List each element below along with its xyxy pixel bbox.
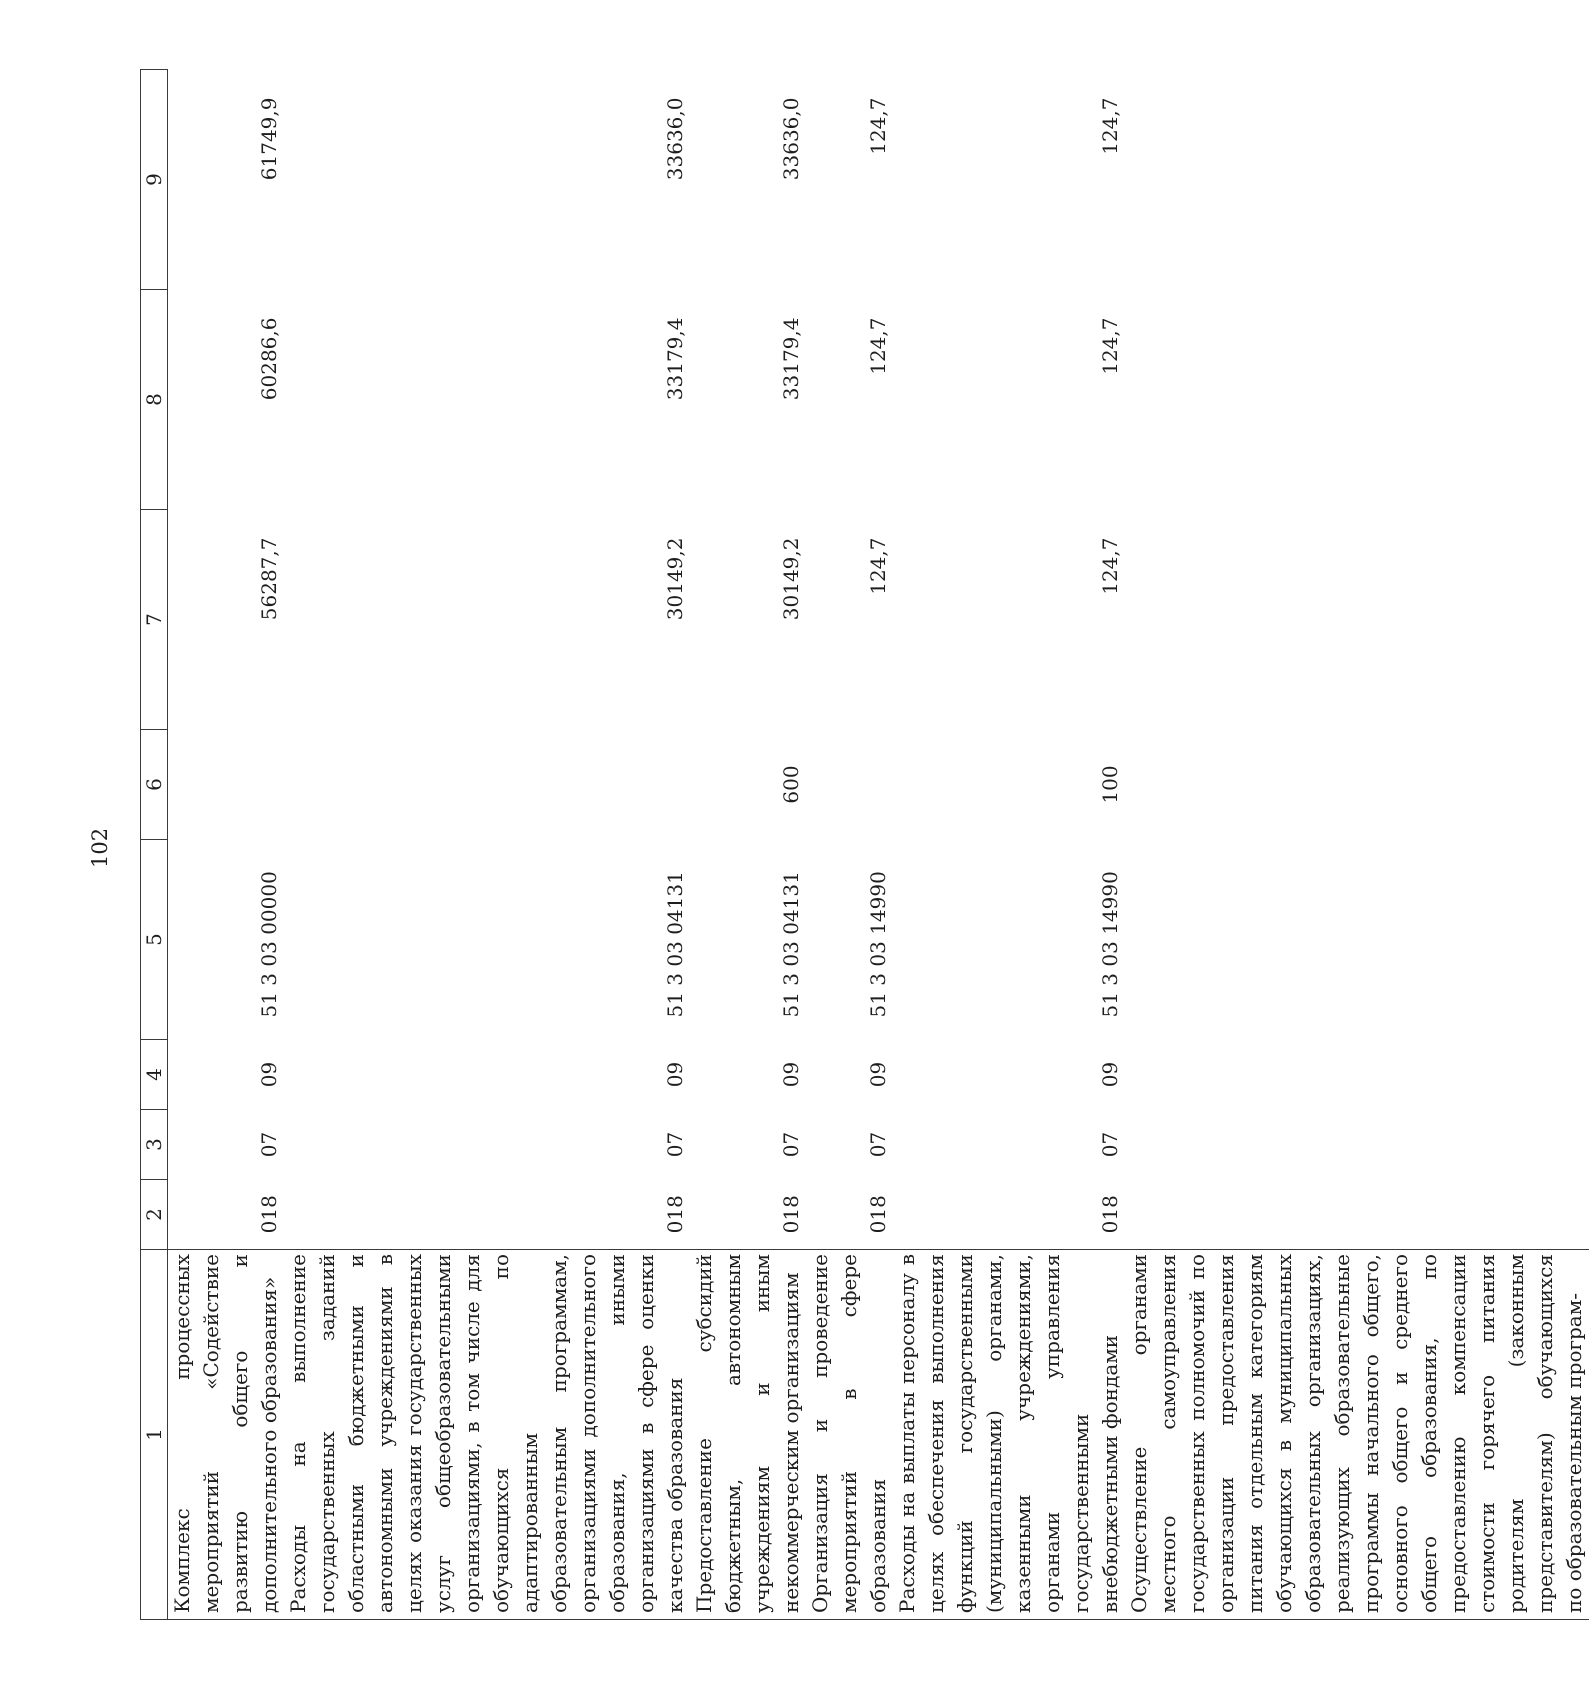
expense-type-code: [284, 730, 690, 840]
header-cell-6: 6: [141, 730, 168, 840]
section-code: [1125, 1110, 1589, 1180]
target-article-code: 51 3 03 14990: [866, 871, 890, 1018]
expense-type-code: [168, 730, 285, 840]
amount-year-2: [1125, 290, 1589, 510]
grbs-code: [1125, 1180, 1589, 1250]
header-cell-2: 2: [141, 1180, 168, 1250]
amount-year-2: 33179,4: [779, 317, 803, 401]
row-description: Комплекс процессных мероприятий «Содействие развитию общего и дополнительного образования»: [168, 1250, 285, 1620]
amount-year-2: 60286,6: [257, 317, 281, 401]
page-number: 102: [88, 827, 112, 868]
row-description: Организация и проведение мероприятий в сфере образования: [806, 1250, 893, 1620]
section-code: 07: [866, 1131, 890, 1158]
row-description: Расходы на выплаты персоналу в целях обеспечения выполнения функций государственными (муниципальными) органами, казенными учреждениями, органами управления государственными внебюджетными фондами: [893, 1250, 1125, 1620]
amount-year-3: 33636,0: [779, 97, 803, 181]
header-cell-5: 5: [141, 840, 168, 1040]
grbs-code: 018: [779, 1195, 803, 1234]
subsection-code: 09: [779, 1061, 803, 1088]
target-article-code: 51 3 03 00000: [257, 871, 281, 1018]
header-cell-8: 8: [141, 290, 168, 510]
target-article-code: [1125, 840, 1589, 1040]
amount-year-1: 30149,2: [663, 537, 687, 621]
amount-year-1: [1125, 510, 1589, 730]
amount-year-1: 124,7: [866, 537, 890, 595]
amount-year-3: 124,7: [866, 97, 890, 155]
amount-year-1: 30149,2: [779, 537, 803, 621]
target-article-code: 51 3 03 04131: [663, 871, 687, 1018]
grbs-code: 018: [1098, 1195, 1122, 1234]
target-article-code: 51 3 03 14990: [1098, 871, 1122, 1018]
table-row: [806, 70, 893, 1620]
expense-type-code: [806, 730, 893, 840]
section-code: 07: [1098, 1131, 1122, 1158]
section-code: 07: [257, 1131, 281, 1158]
row-description: Осуществление органами местного самоуправления государственных полномочий по организации предоставления питания отдельным категориям обучающихся в муниципальных образовательных организациях, реализующих образовательные программы начального общего, основного общего и среднего общего образования, по предоставлению компенсации стоимости горячего питания родителям (законным представителям) обучающихся по образовательным програм-: [1125, 1250, 1589, 1620]
amount-year-3: 33636,0: [663, 97, 687, 181]
header-cell-7: 7: [141, 510, 168, 730]
header-cell-3: 3: [141, 1110, 168, 1180]
table-row: [893, 70, 1125, 1620]
budget-table-rotated: [140, 70, 1586, 1620]
amount-year-2: 33179,4: [663, 317, 687, 401]
amount-year-1: 56287,7: [257, 537, 281, 621]
amount-year-3: 61749,9: [257, 97, 281, 181]
row-description: Расходы на выполнение государственных заданий областными бюджетными и автономными учреждениями в целях оказания государственных услуг общеобразовательными организациями, в том числе для обучающихся по адаптированным образовательным программам, организациями дополнительного образования, иными организациями в сфере оценки качества образования: [284, 1250, 690, 1620]
subsection-code: [1125, 1040, 1589, 1110]
expense-type-code: [1125, 730, 1589, 840]
table-row: [690, 70, 806, 1620]
subsection-code: 09: [257, 1061, 281, 1088]
table-row: [284, 70, 690, 1620]
row-description: Предоставление субсидий бюджетным, автономным учреждениям и иным некоммерческим организациям: [690, 1250, 806, 1620]
amount-year-2: 124,7: [1098, 317, 1122, 375]
budget-table: [140, 69, 1589, 1620]
amount-year-3: [1125, 70, 1589, 290]
expense-type-code: 600: [779, 765, 803, 804]
header-row: [141, 70, 168, 1620]
table-row: [1125, 70, 1589, 1620]
header-cell-4: 4: [141, 1040, 168, 1110]
target-article-code: 51 3 03 04131: [779, 871, 803, 1018]
amount-year-1: 124,7: [1098, 537, 1122, 595]
amount-year-2: 124,7: [866, 317, 890, 375]
subsection-code: 09: [663, 1061, 687, 1088]
section-code: 07: [663, 1131, 687, 1158]
header-cell-1: 1: [141, 1250, 168, 1620]
grbs-code: 018: [663, 1195, 687, 1234]
header-cell-9: 9: [141, 70, 168, 290]
grbs-code: 018: [257, 1195, 281, 1234]
subsection-code: 09: [1098, 1061, 1122, 1088]
subsection-code: 09: [866, 1061, 890, 1088]
table-row: [168, 70, 285, 1620]
expense-type-code: 100: [1098, 765, 1122, 804]
grbs-code: 018: [866, 1195, 890, 1234]
section-code: 07: [779, 1131, 803, 1158]
amount-year-3: 124,7: [1098, 97, 1122, 155]
